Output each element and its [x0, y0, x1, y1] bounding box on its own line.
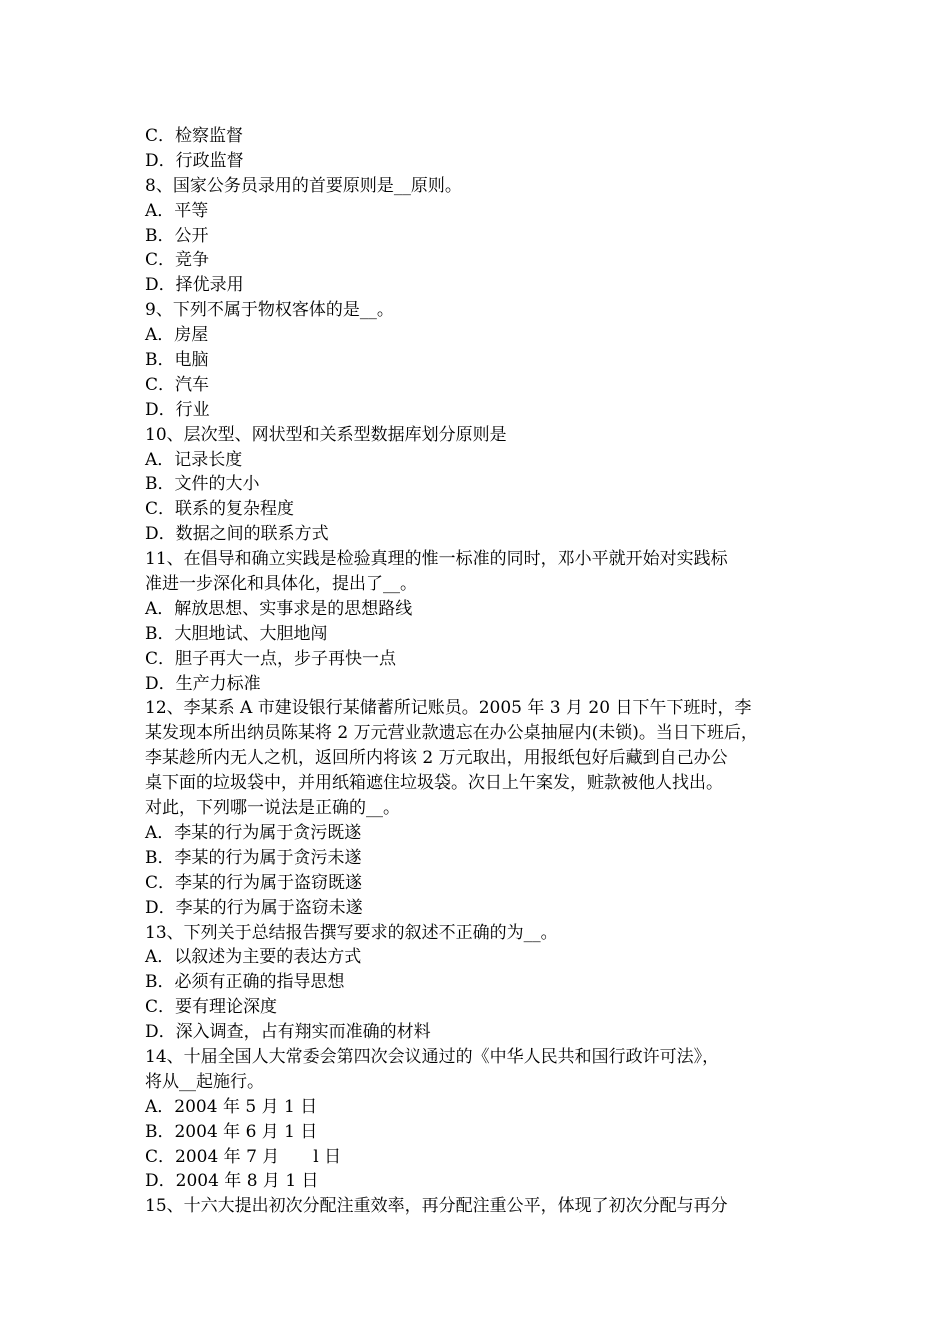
text-line: B．大胆地试、大胆地闯: [145, 623, 328, 644]
text-line: 准进一步深化和具体化，提出了__。: [145, 574, 417, 595]
text-line: C．联系的复杂程度: [145, 499, 295, 520]
text-line: 13、下列关于总结报告撰写要求的叙述不正确的为__。: [145, 922, 558, 943]
text-line: B．2004 年 6 月 1 日: [145, 1121, 318, 1142]
text-line: D．数据之间的联系方式: [145, 524, 329, 545]
text-line: C．汽车: [145, 374, 210, 395]
text-line: C．要有理论深度: [145, 997, 278, 1018]
text-line: 桌下面的垃圾袋中，并用纸箱遮住垃圾袋。次日上午案发，赃款被他人找出。: [145, 773, 723, 794]
text-line: D．生产力标准: [145, 673, 261, 694]
text-line: 11、在倡导和确立实践是检验真理的惟一标准的同时，邓小平就开始对实践标: [145, 549, 728, 570]
document-body: [145, 124, 810, 1219]
text-line: 某发现本所出纳员陈某将 2 万元营业款遗忘在办公桌抽屉内(未锁)。当日下班后，: [145, 723, 758, 744]
text-line: C．检察监督: [145, 126, 244, 146]
text-line: A．李某的行为属于贪污既遂: [145, 822, 362, 843]
text-line: 15、十六大提出初次分配注重效率，再分配注重公平，体现了初次分配与再分: [145, 1196, 728, 1217]
text-line: D．2004 年 8 月 1 日: [145, 1171, 319, 1192]
text-line: A．2004 年 5 月 1 日: [145, 1096, 318, 1117]
text-line: A．房屋: [145, 325, 209, 346]
text-line: 14、十届全国人大常委会第四次会议通过的《中华人民共和国行政许可法》，: [145, 1046, 720, 1067]
text-line: A．解放思想、实事求是的思想路线: [145, 598, 413, 619]
text-line: 将从__起施行。: [145, 1071, 264, 1092]
text-line: C．竞争: [145, 250, 210, 271]
text-line: B．公开: [145, 225, 209, 246]
text-line: B．文件的大小: [145, 474, 260, 495]
text-line: D．深入调查，占有翔实而准确的材料: [145, 1022, 431, 1043]
text-line: 李某趁所内无人之机，返回所内将该 2 万元取出，用报纸包好后藏到自己办公: [145, 748, 728, 769]
text-line: D．择优录用: [145, 275, 244, 296]
text-line: B．电脑: [145, 350, 209, 371]
text-line: A．以叙述为主要的表达方式: [145, 947, 362, 968]
text-line: 8、国家公务员录用的首要原则是__原则。: [145, 175, 462, 196]
text-line: D．李某的行为属于盗窃未遂: [145, 897, 363, 918]
text-line: A．记录长度: [145, 449, 243, 470]
text-line: D．行业: [145, 399, 210, 420]
text-line: D．行政监督: [145, 150, 244, 171]
text-line: B．必须有正确的指导思想: [145, 972, 345, 993]
text-line: 对此，下列哪一说法是正确的__。: [145, 798, 400, 819]
text-line: C．胆子再大一点，步子再快一点: [145, 648, 397, 669]
text-line: 12、李某系 A 市建设银行某储蓄所记账员。2005 年 3 月 20 日下午下班时，李: [145, 698, 752, 719]
text-line: 10、层次型、网状型和关系型数据库划分原则是: [145, 424, 507, 445]
text-line: C．李某的行为属于盗窃既遂: [145, 872, 363, 893]
text-line: B．李某的行为属于贪污未遂: [145, 847, 362, 868]
text-line: C．2004 年 7 月 l 日: [145, 1146, 342, 1167]
text-line: 9、下列不属于物权客体的是__。: [145, 300, 394, 321]
text-line: A．平等: [145, 200, 209, 221]
